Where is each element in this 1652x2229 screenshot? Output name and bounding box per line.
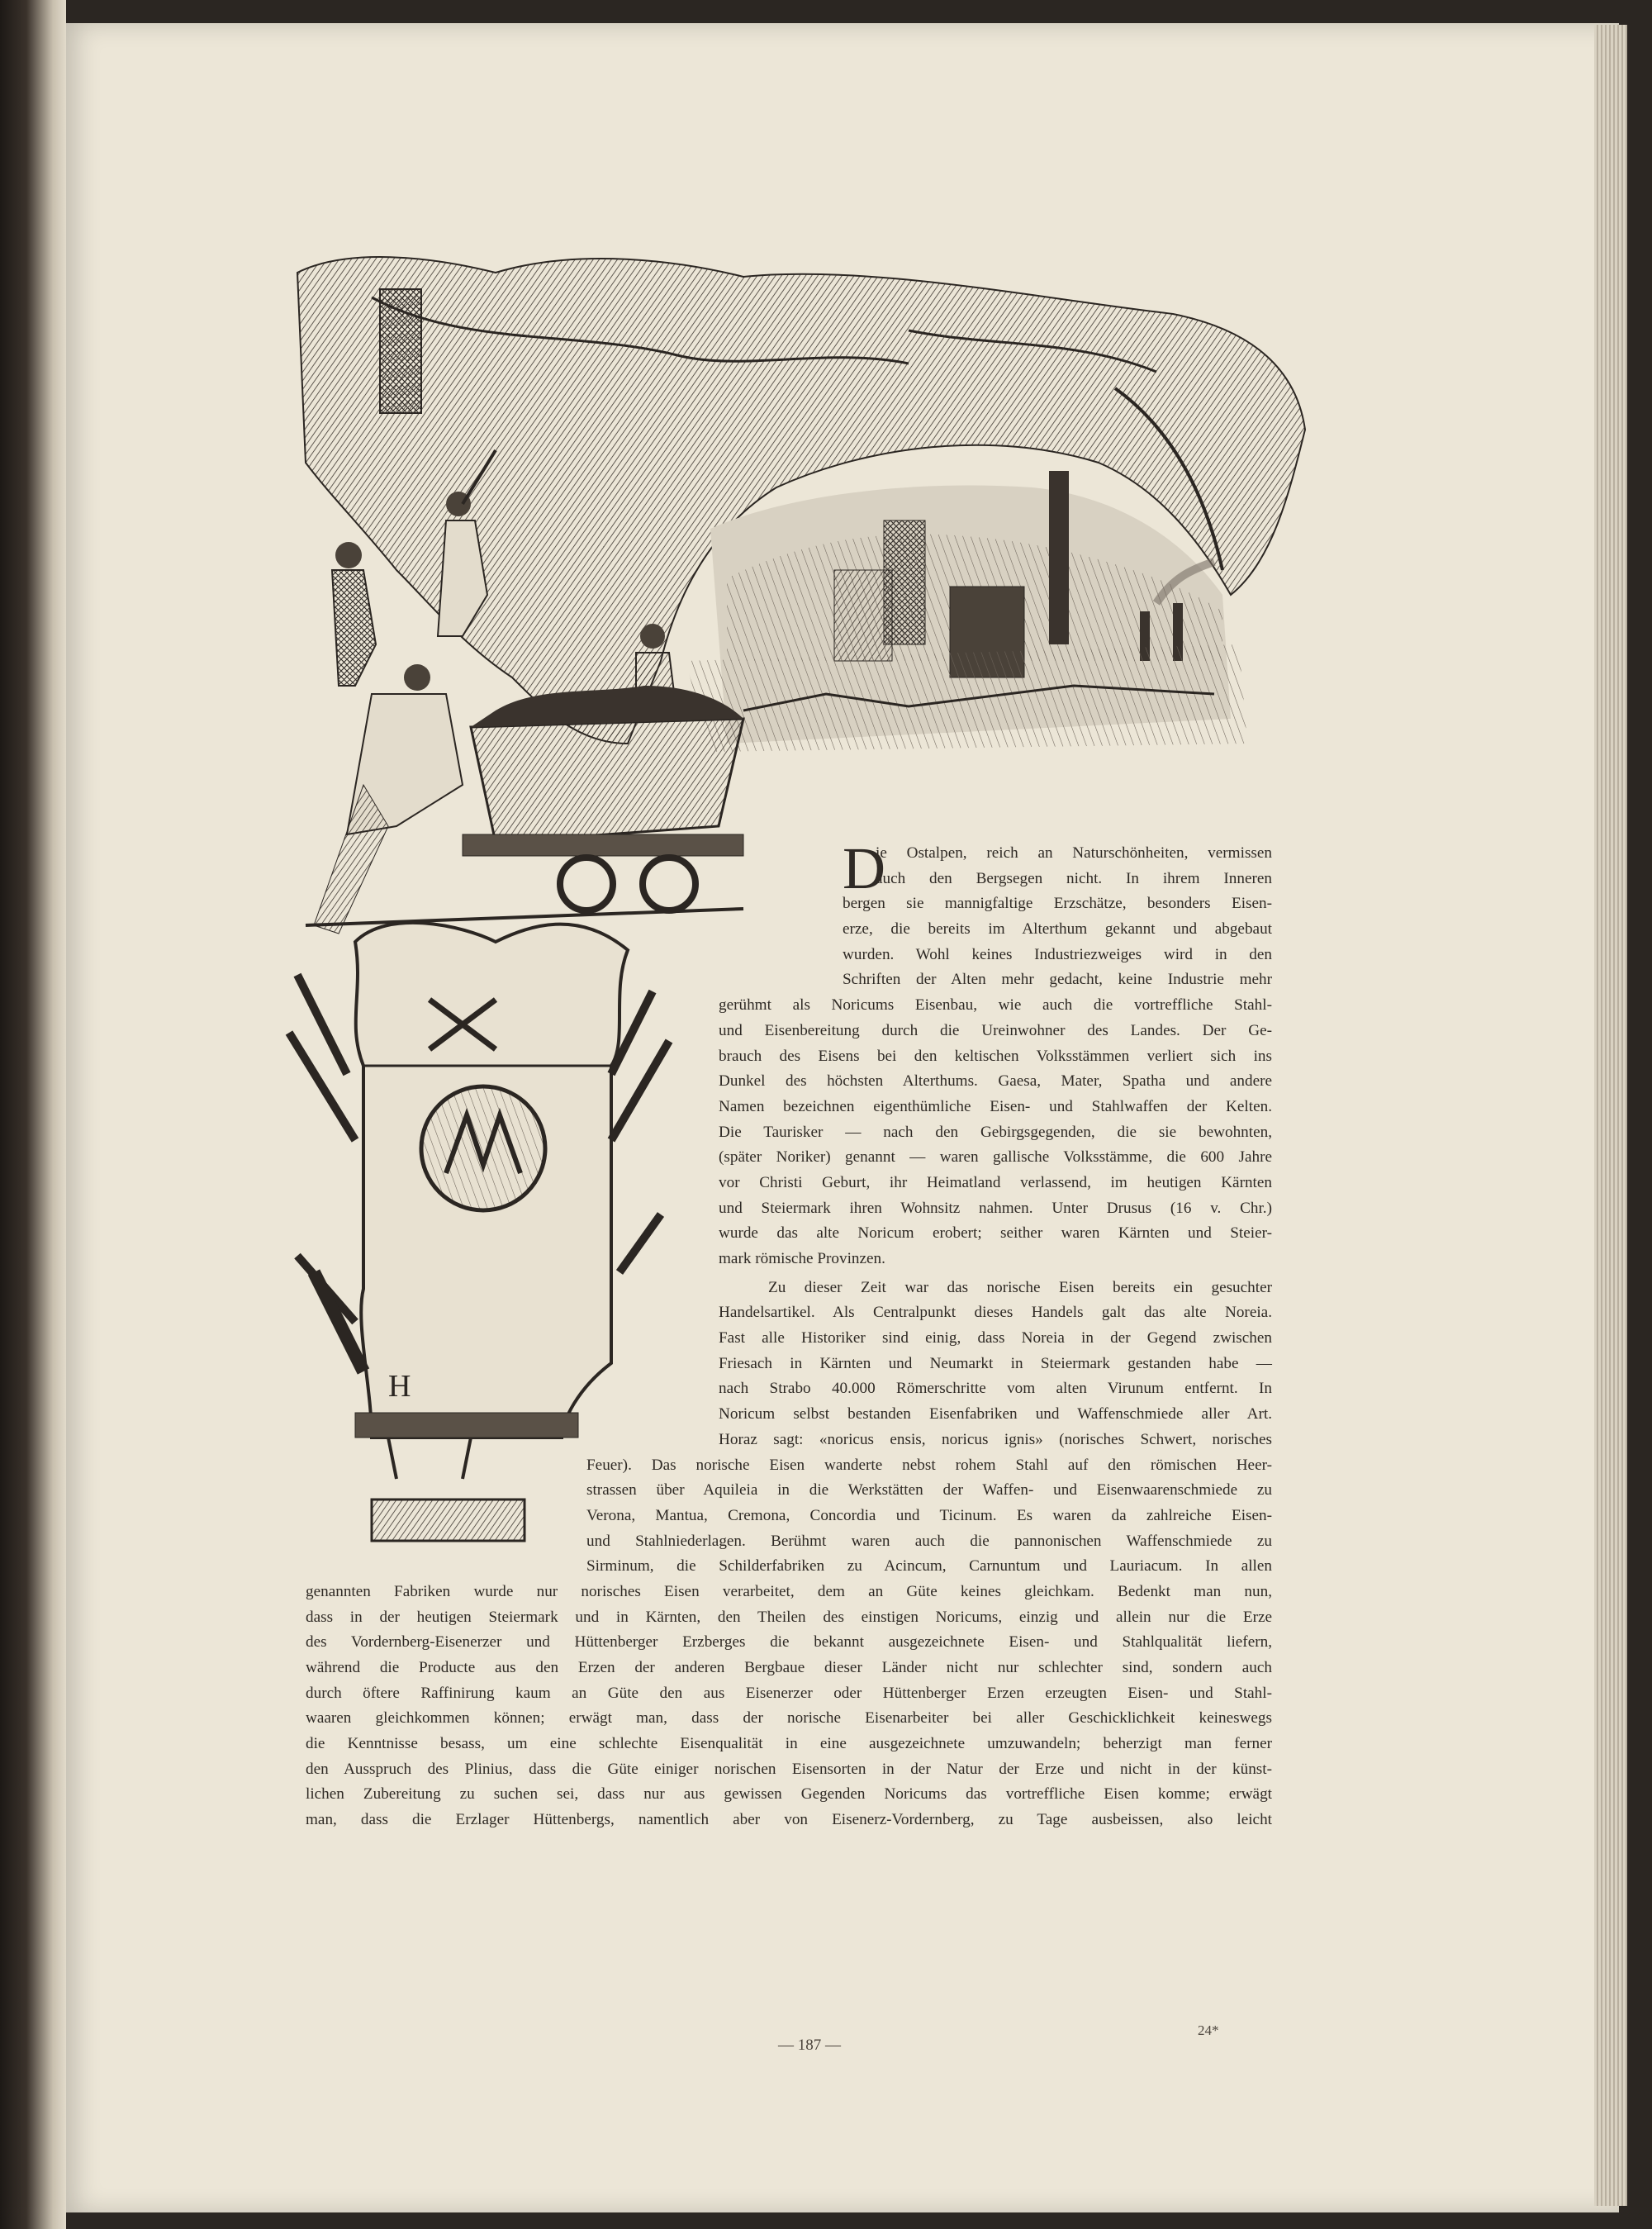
- text-line: genannten Fabriken wurde nur norisches Eisen verarbeitet, dem an Güte keines gleichkam. Bedenkt man nun,: [306, 1582, 1272, 1600]
- text-line: und Steiermark ihren Wohnsitz nahmen. Unter Drusus (16 v. Chr.): [719, 1199, 1272, 1217]
- text-line: Sirminum, die Schilderfabriken zu Acincum, Carnuntum und Lauriacum. In allen: [586, 1557, 1272, 1576]
- text-line: den Ausspruch des Plinius, dass die Güte einiger norischen Eisensorten in der Natur der Erze und nicht in der künst-: [306, 1760, 1272, 1778]
- text-line: ie Ostalpen, reich an Naturschönheiten, vermissen: [876, 844, 1272, 862]
- text-line: dass in der heutigen Steiermark und in Kärnten, den Theilen des einstigen Noricums, einzig und allein nur die Erze: [306, 1608, 1272, 1626]
- text-line: man, dass die Erzlager Hüttenbergs, namentlich aber von Eisenerz-Vordernberg, zu Tage ausbeissen, also leicht: [306, 1811, 1272, 1829]
- text-line: Fast alle Historiker sind einig, dass Noreia in der Gegend zwischen: [719, 1329, 1272, 1347]
- text-line: Handelsartikel. Als Centralpunkt dieses Handels galt das alte Noreia.: [719, 1304, 1272, 1322]
- text-line: (später Noriker) genannt — waren gallische Volksstämme, die 600 Jahre: [719, 1148, 1272, 1167]
- text-line: wurde das alte Noricum erobert; seither waren Kärnten und Steier-: [719, 1224, 1272, 1243]
- text-line: bergen sie mannigfaltige Erzschätze, besonders Eisen-: [843, 895, 1272, 913]
- text-line: Schriften der Alten mehr gedacht, keine Industrie mehr: [843, 971, 1272, 989]
- page-number: — 187 —: [778, 2037, 841, 2054]
- text-line: nach Strabo 40.000 Römerschritte vom alten Virunum entfernt. In: [719, 1380, 1272, 1398]
- text-line: und Eisenbereitung durch die Ureinwohner des Landes. Der Ge-: [719, 1021, 1272, 1039]
- text-line: Noricum selbst bestanden Eisenfabriken und Waffenschmiede aller Art.: [719, 1405, 1272, 1423]
- text-line: mark römische Provinzen.: [719, 1250, 885, 1267]
- body-text: [306, 835, 1297, 1830]
- text-line: Feuer). Das norische Eisen wanderte nebst rohem Stahl auf den römischen Heer-: [586, 1456, 1272, 1474]
- text-line: Horaz sagt: «noricus ensis, noricus ignis» (norisches Schwert, norisches: [719, 1430, 1272, 1448]
- factory-scene: [686, 471, 1247, 752]
- signature-mark: 24*: [1198, 2022, 1219, 2038]
- text-line: Namen bezeichnen eigenthümliche Eisen- und Stahlwaffen der Kelten.: [719, 1097, 1272, 1115]
- text-line: die Kenntnisse besass, um eine schlechte Eisenqualität in eine ausgezeichnete umzuwandeln; beherzigt man ferner: [306, 1735, 1272, 1753]
- text-line: Friesach in Kärnten und Neumarkt in Steiermark gestanden habe —: [719, 1354, 1272, 1372]
- text-line: vor Christi Geburt, ihr Heimatland verlassend, im heutigen Kärnten: [719, 1173, 1272, 1191]
- text-line: waaren gleichkommen können; erwägt man, dass der norische Eisenarbeiter bei aller Geschicklichkeit keineswegs: [306, 1709, 1272, 1728]
- text-line: erze, die bereits im Alterthum gekannt und abgebaut: [843, 920, 1272, 939]
- drop-cap: D: [843, 835, 885, 901]
- illustrator-initials: H: [388, 1369, 411, 1404]
- text-line: auch den Bergsegen nicht. In ihrem Inneren: [876, 869, 1272, 887]
- text-line: brauch des Eisens bei den keltischen Volksstämmen verliert sich ins: [719, 1047, 1272, 1065]
- text-line: lichen Zubereitung zu suchen sei, dass nur aus gewissen Gegenden Noricums das vortreffliche Eisen komme; erwägt: [306, 1785, 1272, 1804]
- text-line: Die Taurisker — nach den Gebirgsgegenden, die sie bewohnten,: [719, 1123, 1272, 1141]
- text-line: Zu dieser Zeit war das norische Eisen bereits ein gesuchter: [768, 1278, 1272, 1296]
- text-line: durch öftere Raffinirung kaum an Güte den aus Eisenerzer oder Hüttenberger Erzen erzeugten Eisen- und Stahl-: [306, 1684, 1272, 1702]
- text-line: Dunkel des höchsten Alterthums. Gaesa, Mater, Spatha und andere: [719, 1072, 1272, 1091]
- text-line: gerühmt als Noricums Eisenbau, wie auch die vortreffliche Stahl-: [719, 996, 1272, 1015]
- text-line: während die Producte aus den Erzen der anderen Bergbaue dieser Länder nicht nur schlechter sind, sondern auch: [306, 1659, 1272, 1676]
- text-line: strassen über Aquileia in die Werkstätten der Waffen- und Eisenwaarenschmiede zu: [586, 1481, 1272, 1499]
- text-line: und Stahlniederlagen. Berühmt waren auch die pannonischen Waffenschmiede zu: [586, 1532, 1272, 1550]
- text-line: wurden. Wohl keines Industriezweiges wird in den: [843, 945, 1272, 963]
- text-line: des Vordernberg-Eisenerzer und Hüttenberger Erzberges die bekannt ausgezeichnete Eisen- und Stahlqualität liefern,: [306, 1633, 1272, 1652]
- text-line: Verona, Mantua, Cremona, Concordia und Ticinum. Es waren da zahlreiche Eisen-: [586, 1506, 1272, 1524]
